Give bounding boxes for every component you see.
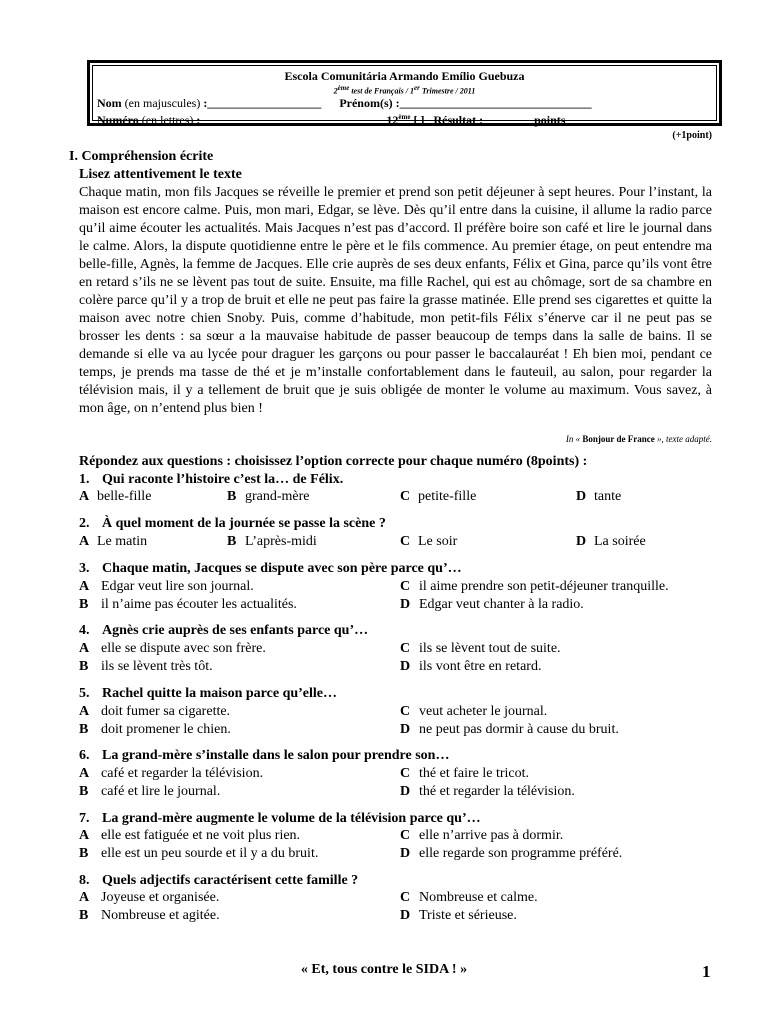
option-letter: C [400,579,411,594]
option-letter: D [400,597,411,612]
option-letter: D [400,846,411,861]
question-number: 5. [79,686,90,701]
question-text: À quel moment de la journée se passe la scène ? [102,516,386,531]
name-row [97,96,592,111]
option-text: ils se lèvent très tôt. [101,659,213,674]
question-text: Quels adjectifs caractérisent cette famille ? [102,873,359,888]
classe-sup: ème [398,113,411,121]
question-number: 1. [79,472,90,487]
option-2d[interactable] [576,534,646,550]
header-inner-border [92,65,717,127]
option-6c[interactable] [400,766,529,782]
option-text: belle-fille [97,489,152,504]
option-letter: B [79,722,89,737]
option-text: Nombreuse et calme. [419,890,538,905]
option-4d[interactable] [400,659,541,675]
option-letter: B [79,784,89,799]
nom-label: Nom [97,96,122,110]
option-text: veut acheter le journal. [419,704,548,719]
option-letter: D [400,722,411,737]
option-2b[interactable] [227,534,317,550]
option-letter: C [400,534,411,549]
option-letter: D [400,784,411,799]
classe-field[interactable]: [ ] [410,113,425,127]
numero-field[interactable]: :_____________________________ [193,113,375,127]
option-letter: A [79,489,90,504]
option-text: elle se dispute avec son frère. [101,641,266,656]
subtitle-number: 2 [333,86,338,96]
reading-instruction: Lisez attentivement le texte [79,167,242,182]
option-letter: B [79,908,89,923]
option-1a[interactable] [79,489,151,505]
option-text: café et lire le journal. [101,784,221,799]
prenom-field[interactable]: Prénom(s) :________________________________ [339,96,592,110]
option-2a[interactable] [79,534,147,550]
option-letter: C [400,890,411,905]
option-4c[interactable] [400,641,561,657]
question-text: Qui raconte l’histoire c’est la… de Félix. [102,472,344,487]
option-2c[interactable] [400,534,457,550]
option-text: doit promener le chien. [101,722,231,737]
option-letter: A [79,579,90,594]
option-letter: C [400,489,411,504]
header-box [87,60,722,126]
question-3 [79,561,462,577]
option-letter: C [400,704,411,719]
question-number: 8. [79,873,90,888]
option-3d[interactable] [400,597,584,613]
question-number: 2. [79,516,90,531]
subtitle-part-a: test de Français / 1 [351,86,414,96]
question-5 [79,686,337,702]
option-text: il aime prendre son petit-déjeuner tranquille. [419,579,669,594]
option-7a[interactable] [79,828,300,844]
option-text: elle est fatiguée et ne voit plus rien. [101,828,301,843]
option-letter: D [400,908,411,923]
option-5a[interactable] [79,704,230,720]
option-text: ils se lèvent tout de suite. [419,641,561,656]
bonus-point: (+1point) [672,130,712,141]
option-letter: B [227,534,237,549]
option-text: il n’aime pas écouter les actualités. [101,597,297,612]
option-7b[interactable] [79,846,318,862]
subtitle-sup2: er [414,84,420,92]
option-1c[interactable] [400,489,476,505]
numero-label: Numéro [97,113,139,127]
option-letter: B [227,489,237,504]
question-7 [79,811,481,827]
question-6 [79,748,449,764]
option-5d[interactable] [400,722,619,738]
option-6a[interactable] [79,766,263,782]
number-row [97,113,565,128]
question-number: 7. [79,811,90,826]
option-text: Joyeuse et organisée. [101,890,220,905]
question-text: Chaque matin, Jacques se dispute avec son père parce qu’… [102,561,462,576]
question-8 [79,873,358,889]
subtitle-sup: ème [337,84,350,92]
question-number: 6. [79,748,90,763]
option-letter: A [79,828,90,843]
option-letter: A [79,641,90,656]
option-8a[interactable] [79,890,219,906]
option-text: ils vont être en retard. [419,659,542,674]
source-pre: In « [565,434,583,444]
option-5c[interactable] [400,704,547,720]
source-title: Bonjour de France [582,434,655,444]
question-2 [79,516,386,532]
option-letter: C [400,641,411,656]
source-post: », texte adapté. [654,434,712,444]
option-1b[interactable] [227,489,310,505]
option-4b[interactable] [79,659,213,675]
option-text: ne peut pas dormir à cause du bruit. [419,722,619,737]
question-number: 3. [79,561,90,576]
question-text: La grand-mère augmente le volume de la télévision parce qu’… [102,811,481,826]
option-text: doit fumer sa cigarette. [101,704,231,719]
option-6b[interactable] [79,784,220,800]
question-number: 4. [79,623,90,638]
option-letter: D [400,659,411,674]
option-text: thé et faire le tricot. [419,766,529,781]
numero-note: (en lettres) [141,113,194,127]
option-letter: A [79,766,90,781]
footer-slogan: « Et, tous contre le SIDA ! » [300,962,468,977]
resultat-field[interactable]: Résultat :________ points [433,113,566,127]
classe-number: 12 [386,113,399,127]
option-text: Triste et sérieuse. [419,908,517,923]
option-8c[interactable] [400,890,538,906]
option-3a[interactable] [79,579,254,595]
option-letter: A [79,890,90,905]
option-6d[interactable] [400,784,575,800]
option-letter: A [79,534,90,549]
option-text: elle est un peu sourde et il y a du bruit. [101,846,319,861]
option-text: La soirée [594,534,646,549]
option-letter: B [79,659,89,674]
option-7d[interactable] [400,846,622,862]
option-1d[interactable] [576,489,621,505]
option-letter: C [400,766,411,781]
option-letter: A [79,704,90,719]
option-text: petite-fille [418,489,477,504]
school-name: Escola Comunitária Armando Emílio Guebuza [284,69,525,83]
option-5b[interactable] [79,722,231,738]
option-text: elle regarde son programme préféré. [419,846,623,861]
question-text: Agnès crie auprès de ses enfants parce qu’… [102,623,369,638]
option-3c[interactable] [400,579,669,595]
option-text: café et regarder la télévision. [101,766,264,781]
option-text: Le matin [97,534,148,549]
question-4 [79,623,368,639]
option-text: L’après-midi [245,534,317,549]
option-4a[interactable] [79,641,266,657]
option-letter: D [576,534,587,549]
option-letter: B [79,597,89,612]
nom-field[interactable]: :___________________ [200,96,322,110]
option-letter: D [576,489,587,504]
question-text: Rachel quitte la maison parce qu’elle… [102,686,338,701]
reading-text: Chaque matin, mon fils Jacques se réveille le premier et prend son petit déjeuner à sept heures. Pour l’instant, la maison est encore calme. Puis, mon mari, Edgar, se lève. Dès qu’il entre dans la cuisine, il allume la radio parce qu’il aime écouter les actualités. Mais Jacques n’est pas d’accord. Il préfère boire son café et lire le journal dans le calme. Alors, la dispute quotidienne entre le père et le fils commence. Au premier étage, on peut entendre ma belle-fille, Agnès, la femme de Jacques. Elle crie auprès de ses deux enfants, Félix et Gina, parce qu’ils vont être en retard s’ils ne se lèvent pas tout de suite. Ensuite, ma fille Rachel, qui est au chômage, sort de sa chambre en colère parce qu’il y a trop de bruit et elle ne peut pas faire la grasse matinée. Elle prend ses cigarettes et quitte la maison avec notre chien Snoby. Puis, comme d’habitude, mon petit-fils Félix s’énerve car il ne peut pas se brosser les dents : sa sœur a la mauvaise habitude de passer beaucoup de temps dans la salle de bains. Il se demande si elle va au lycée pour draguer les garçons ou pour passer le baccalauréat ! Eh bien moi, pendant ce temps, je prends ma tasse de thé et je m’installe confortablement dans le fauteuil, au salon, pour regarder la télévision mais, il y a tellement de bruit que je suis obligée de monter le volume au maximum. Vous savez, à mon âge, on n’entend plus bien ! [79,185,712,416]
option-letter: B [79,846,89,861]
option-text: grand-mère [245,489,310,504]
test-subtitle [93,84,716,96]
option-text: Edgar veut chanter à la radio. [419,597,584,612]
option-text: thé et regarder la télévision. [419,784,575,799]
question-1 [79,472,343,488]
option-text: elle n’arrive pas à dormir. [419,828,564,843]
subtitle-part-b: Trimestre / 2011 [419,86,476,96]
option-letter: C [400,828,411,843]
question-text: La grand-mère s’installe dans le salon pour prendre son… [102,748,450,763]
option-3b[interactable] [79,597,297,613]
section-title: I. Compréhension écrite [69,149,214,164]
option-8d[interactable] [400,908,517,924]
option-text: Edgar veut lire son journal. [101,579,254,594]
option-7c[interactable] [400,828,563,844]
option-text: Le soir [418,534,458,549]
option-8b[interactable] [79,908,220,924]
questions-instruction: Répondez aux questions : choisissez l’option correcte pour chaque numéro (8points) : [79,454,588,469]
option-text: tante [594,489,622,504]
nom-note: (en majuscules) [124,96,201,110]
page-number: 1 [702,962,711,981]
option-text: Nombreuse et agitée. [101,908,220,923]
text-source [566,434,712,444]
